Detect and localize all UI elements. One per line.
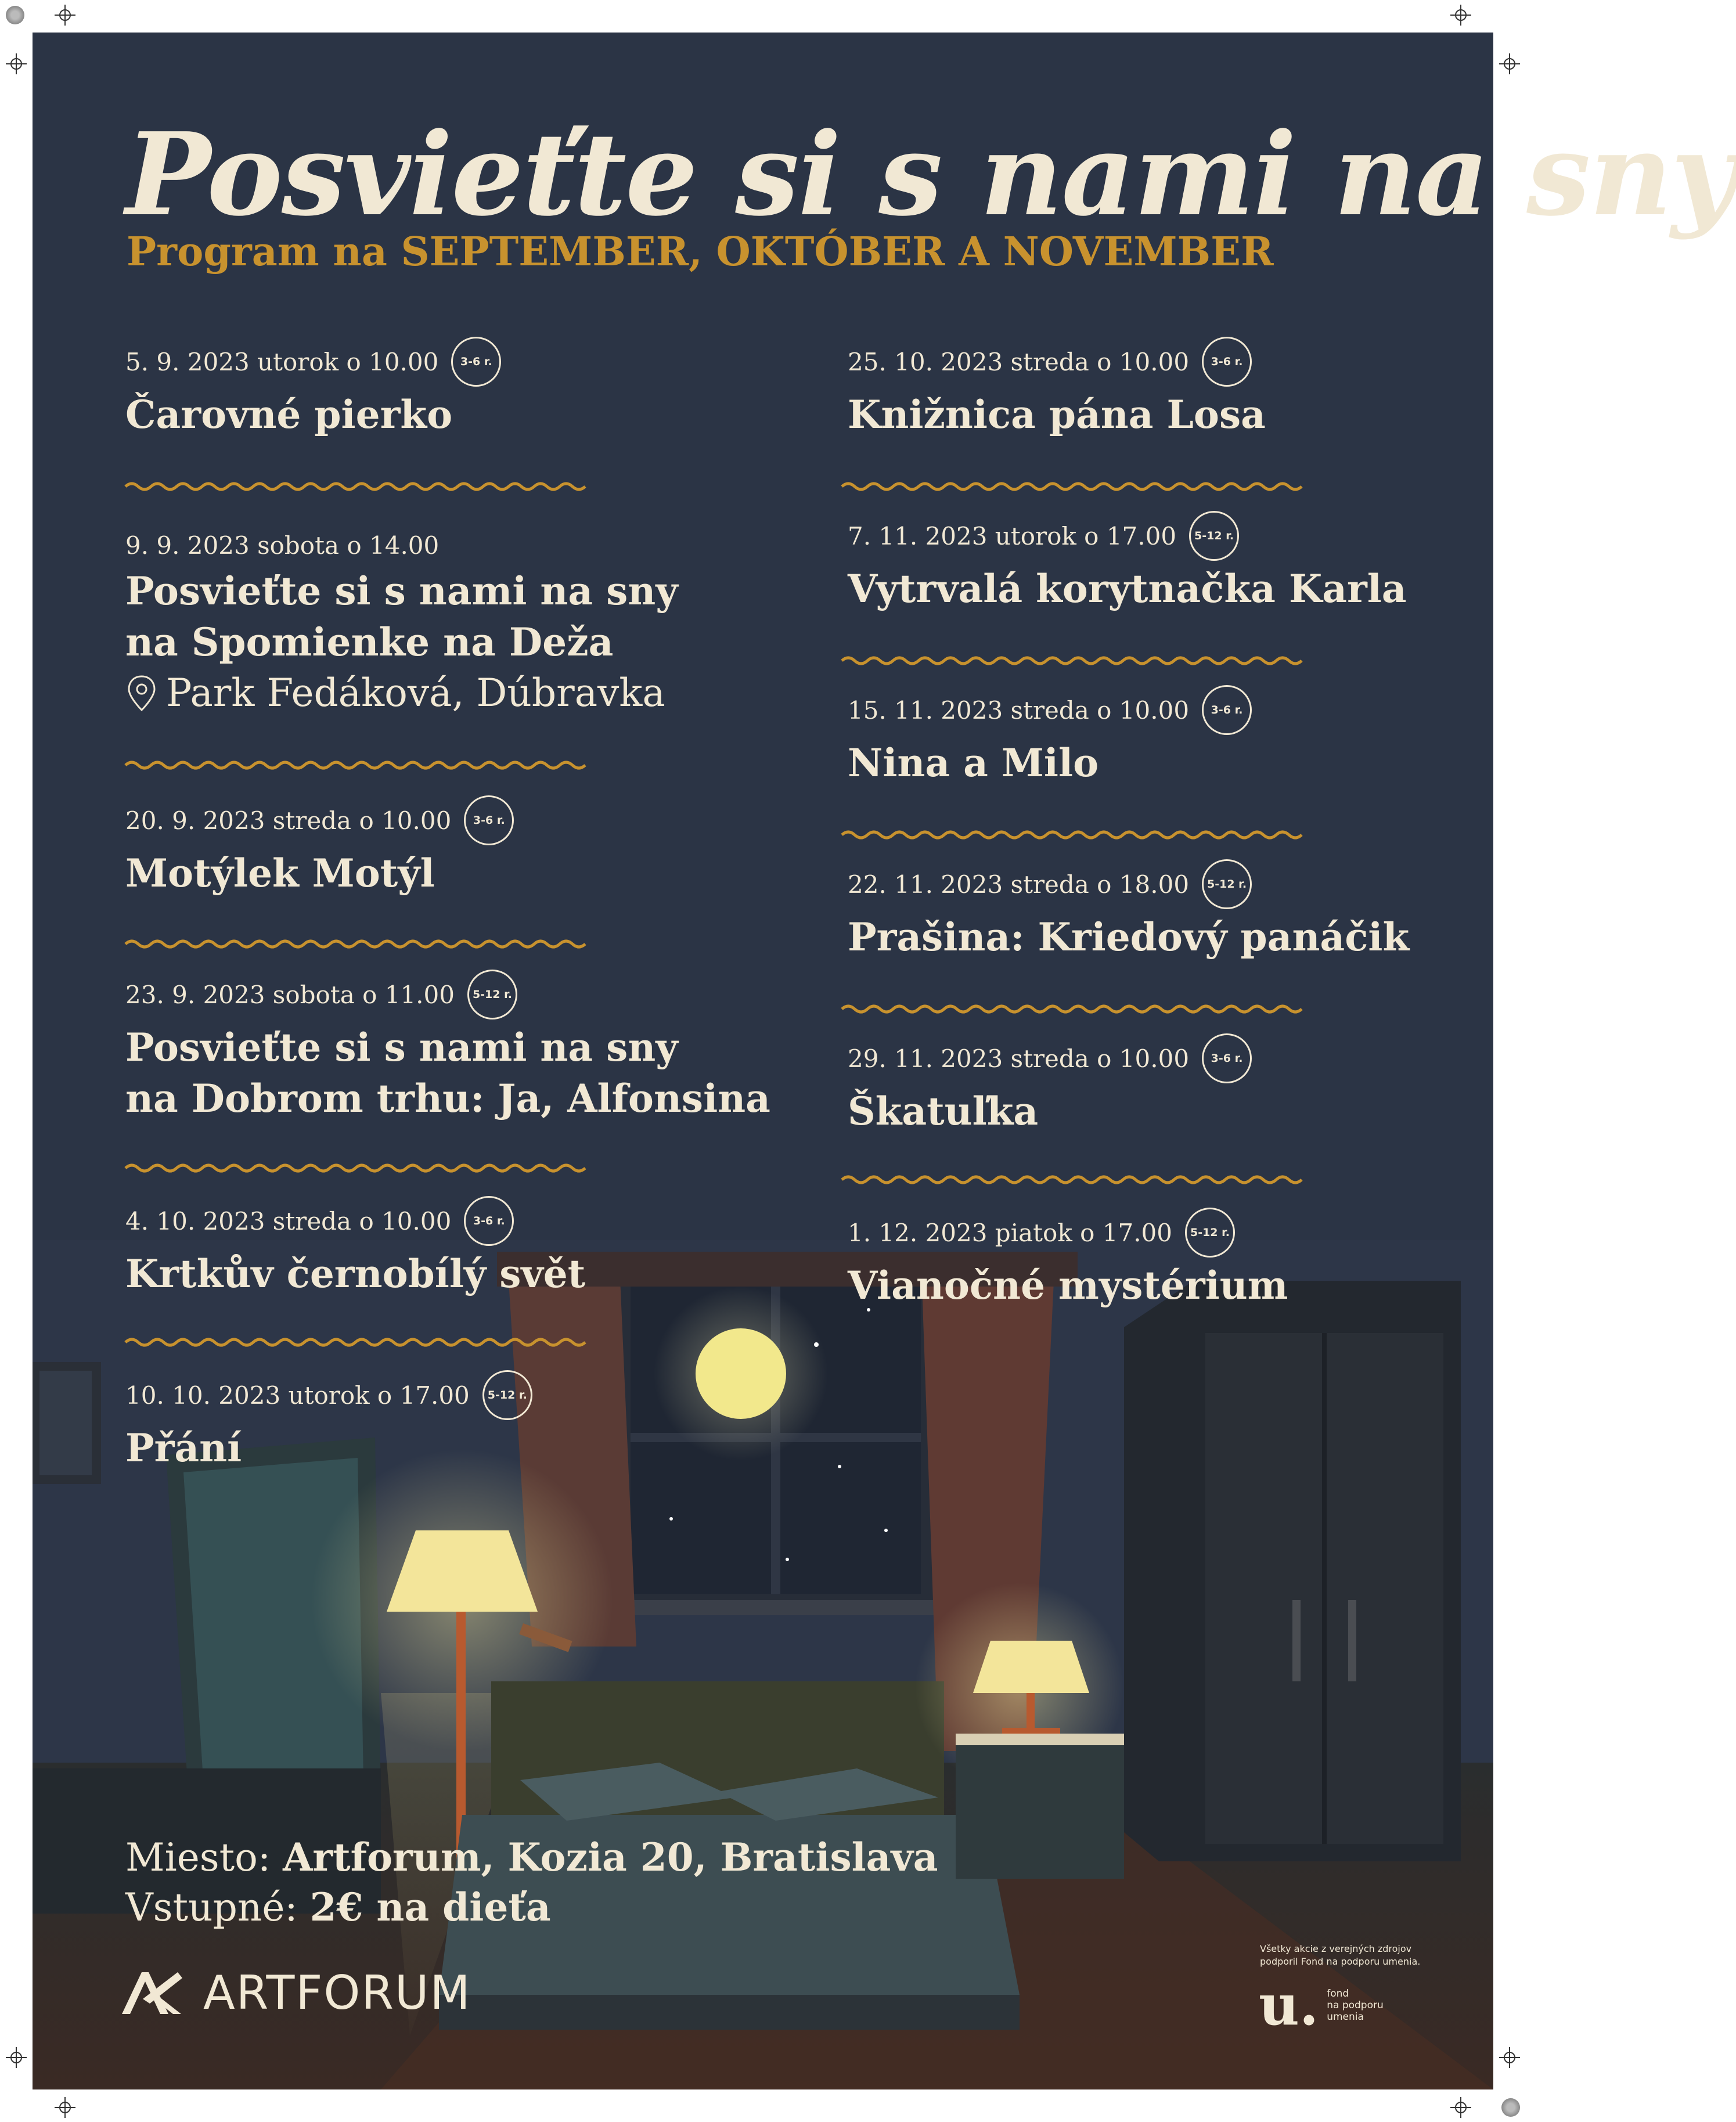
event-date: 1. 12. 2023 piatok o 17.00 <box>848 1218 1173 1247</box>
event-date: 29. 11. 2023 streda o 10.00 <box>848 1044 1190 1073</box>
event-date: 20. 9. 2023 streda o 10.00 <box>125 806 452 835</box>
wave-divider <box>842 655 1301 666</box>
event-date: 23. 9. 2023 sobota o 11.00 <box>125 980 455 1009</box>
fund-logo <box>1259 1972 1384 2038</box>
event-item <box>848 509 1407 614</box>
venue-line <box>125 1835 938 1880</box>
entry-value: 2€ na dieťa <box>309 1885 551 1930</box>
event-name: Vianočné mystérium <box>848 1263 1288 1308</box>
age-badge: 5-12 r. <box>467 970 517 1019</box>
venue-value: Artforum, Kozia 20, Bratislava <box>283 1835 938 1880</box>
event-date: 9. 9. 2023 sobota o 14.00 <box>125 531 440 560</box>
age-badge: 3-6 r. <box>1202 337 1252 387</box>
entry-label: Vstupné: <box>125 1885 298 1930</box>
poster <box>33 33 1736 2089</box>
poster-subtitle: Program na SEPTEMBER, OKTÓBER A NOVEMBER <box>127 229 1274 275</box>
artforum-logo-icon <box>120 1970 183 2016</box>
event-date: 10. 10. 2023 utorok o 17.00 <box>125 1381 470 1410</box>
event-date: 4. 10. 2023 streda o 10.00 <box>125 1206 452 1235</box>
event-name: Přání <box>125 1425 242 1471</box>
wave-divider <box>842 1174 1301 1186</box>
event-place: Park Fedáková, Dúbravka <box>166 671 665 715</box>
artforum-wordmark: ARTFORUM <box>203 1966 471 2020</box>
registration-mark-icon <box>55 2097 75 2118</box>
wave-divider <box>125 1336 584 1348</box>
event-item <box>848 1031 1252 1137</box>
wave-divider <box>125 938 584 950</box>
venue-label: Miesto: <box>125 1835 271 1880</box>
registration-mark-icon <box>1450 5 1471 26</box>
event-item <box>125 1368 532 1473</box>
age-badge: 5-12 r. <box>482 1370 532 1420</box>
age-badge: 5-12 r. <box>1189 511 1239 561</box>
fund-mark: u. <box>1259 1972 1319 2038</box>
event-item <box>125 793 514 899</box>
funding-note: Všetky akcie z verejných zdrojov podporil Fond na podporu umenia. <box>1260 1943 1421 1967</box>
event-item <box>848 334 1266 440</box>
registration-mark-icon <box>1450 2097 1471 2118</box>
age-badge: 5-12 r. <box>1202 859 1252 909</box>
age-badge: 3-6 r. <box>1202 1033 1252 1083</box>
event-date: 25. 10. 2023 streda o 10.00 <box>848 347 1190 376</box>
event-name-line2: na Spomienke na Deža <box>125 619 614 665</box>
wave-divider <box>842 829 1301 841</box>
fund-text-line: umenia <box>1327 2011 1364 2023</box>
registration-mark-icon <box>55 5 75 26</box>
event-name: Nina a Milo <box>848 740 1099 786</box>
event-date: 15. 11. 2023 streda o 10.00 <box>848 696 1190 725</box>
registration-mark-icon <box>6 53 27 74</box>
event-item <box>125 1194 585 1299</box>
event-item <box>125 525 678 719</box>
fund-text-line: na podporu <box>1327 1999 1384 2011</box>
event-item <box>848 683 1252 788</box>
print-dot-icon <box>6 6 24 24</box>
age-badge: 3-6 r. <box>451 337 501 387</box>
age-badge: 5-12 r. <box>1185 1208 1235 1258</box>
event-date: 5. 9. 2023 utorok o 10.00 <box>125 347 439 376</box>
fund-text <box>1327 1988 1384 2023</box>
event-item <box>125 334 501 440</box>
event-name: Motýlek Motýl <box>125 851 435 896</box>
event-name: Posvieťte si s nami na sny <box>125 568 678 614</box>
event-name: Knižnica pána Losa <box>848 392 1266 437</box>
registration-mark-icon <box>6 2047 27 2068</box>
wave-divider <box>842 481 1301 492</box>
entry-line <box>125 1885 551 1930</box>
wave-divider <box>842 1003 1301 1015</box>
artforum-logo <box>120 1966 471 2020</box>
poster-title: Posvieťte si s nami na sny <box>125 108 1736 242</box>
event-name: Prašina: Kriedový panáčik <box>848 914 1410 960</box>
registration-mark-icon <box>1499 53 1520 74</box>
age-badge: 3-6 r. <box>464 1196 514 1246</box>
event-item <box>125 967 770 1124</box>
wave-divider <box>125 481 584 492</box>
wave-divider <box>125 1162 584 1174</box>
event-item <box>848 1205 1288 1311</box>
event-name: Čarovné pierko <box>125 392 453 437</box>
event-name: Vytrvalá korytnačka Karla <box>848 566 1407 611</box>
event-date: 22. 11. 2023 streda o 18.00 <box>848 870 1190 899</box>
print-dot-icon <box>1501 2098 1520 2117</box>
wave-divider <box>125 759 584 771</box>
event-name: Škatuľka <box>848 1089 1039 1134</box>
location-pin-icon <box>125 674 158 712</box>
age-badge: 3-6 r. <box>1202 685 1252 735</box>
event-date: 7. 11. 2023 utorok o 17.00 <box>848 521 1177 550</box>
event-name: Krtkův černobílý svět <box>125 1251 586 1296</box>
registration-mark-icon <box>1499 2047 1520 2068</box>
fund-text-line: fond <box>1327 1988 1349 1999</box>
event-name: Posvieťte si s nami na sny <box>125 1025 678 1070</box>
age-badge: 3-6 r. <box>464 795 514 845</box>
event-item <box>848 857 1409 963</box>
event-name-line2: na Dobrom trhu: Ja, Alfonsina <box>125 1076 770 1121</box>
